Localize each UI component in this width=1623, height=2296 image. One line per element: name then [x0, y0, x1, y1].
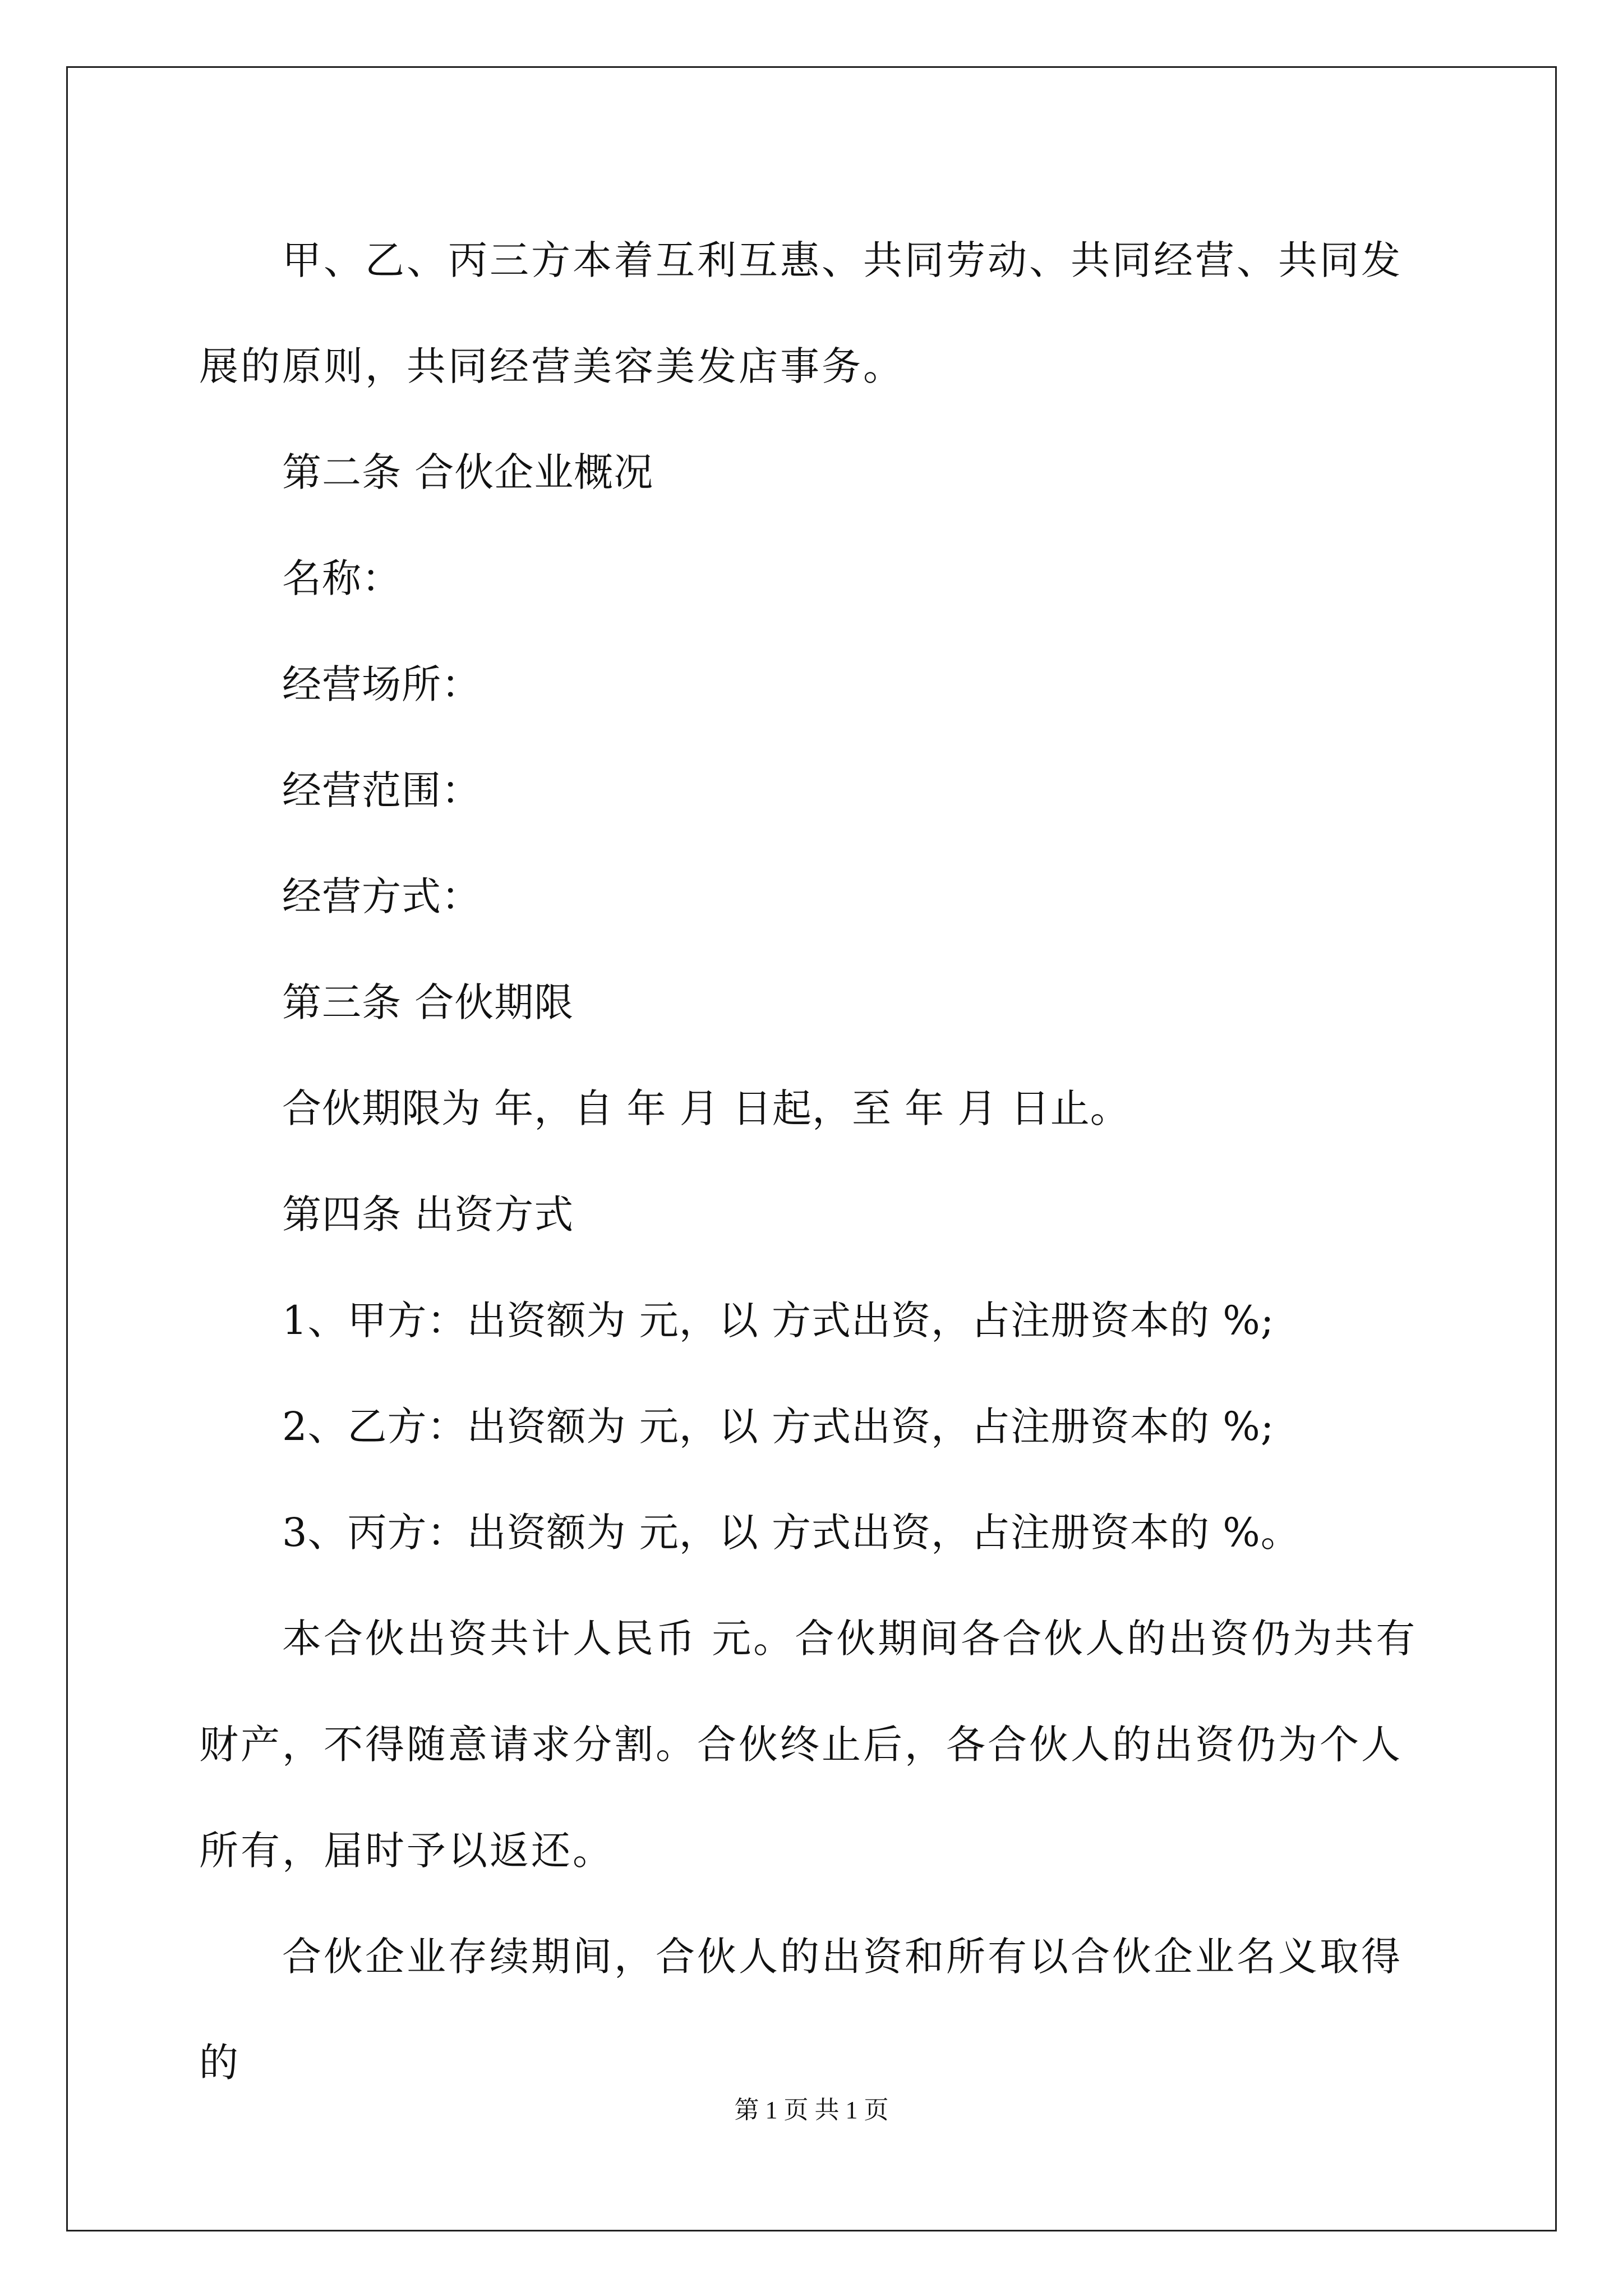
field-business-mode: 经营方式：	[282, 873, 481, 919]
contribution-party-c: 3、丙方：出资额为 元，以 方式出资，占注册资本的 %。	[282, 1510, 1301, 1556]
heading-article-2: 第二条 合伙企业概况	[282, 449, 654, 495]
paragraph-principles: 甲、乙、丙三方本着互利互惠、共同劳动、共同经营、共同发展的原则，共同经营美容美发店事务。	[199, 237, 1403, 389]
field-business-premises: 经营场所：	[282, 661, 481, 707]
document-body	[199, 208, 1436, 2116]
field-business-scope: 经营范围：	[282, 767, 481, 813]
paragraph-term: 合伙期限为 年，自 年 月 日起，至 年 月 日止。	[282, 1085, 1130, 1131]
field-name: 名称：	[282, 555, 402, 601]
contribution-party-b: 2、乙方：出资额为 元，以 方式出资，占注册资本的 %;	[282, 1404, 1275, 1450]
heading-article-3: 第三条 合伙期限	[282, 979, 574, 1025]
page-footer: 第 1 页 共 1 页	[734, 2096, 889, 2124]
heading-article-4: 第四条 出资方式	[282, 1191, 574, 1237]
contribution-party-a: 1、甲方：出资额为 元，以 方式出资，占注册资本的 %;	[282, 1297, 1275, 1343]
paragraph-partnership-assets: 合伙企业存续期间，合伙人的出资和所有以合伙企业名义取得的	[199, 1934, 1403, 2086]
paragraph-total-contribution: 本合伙出资共计人民币 元。合伙期间各合伙人的出资仍为共有财产，不得随意请求分割。合伙终止后，各合伙人的出资仍为个人所有，届时予以返还。	[199, 1616, 1418, 1874]
